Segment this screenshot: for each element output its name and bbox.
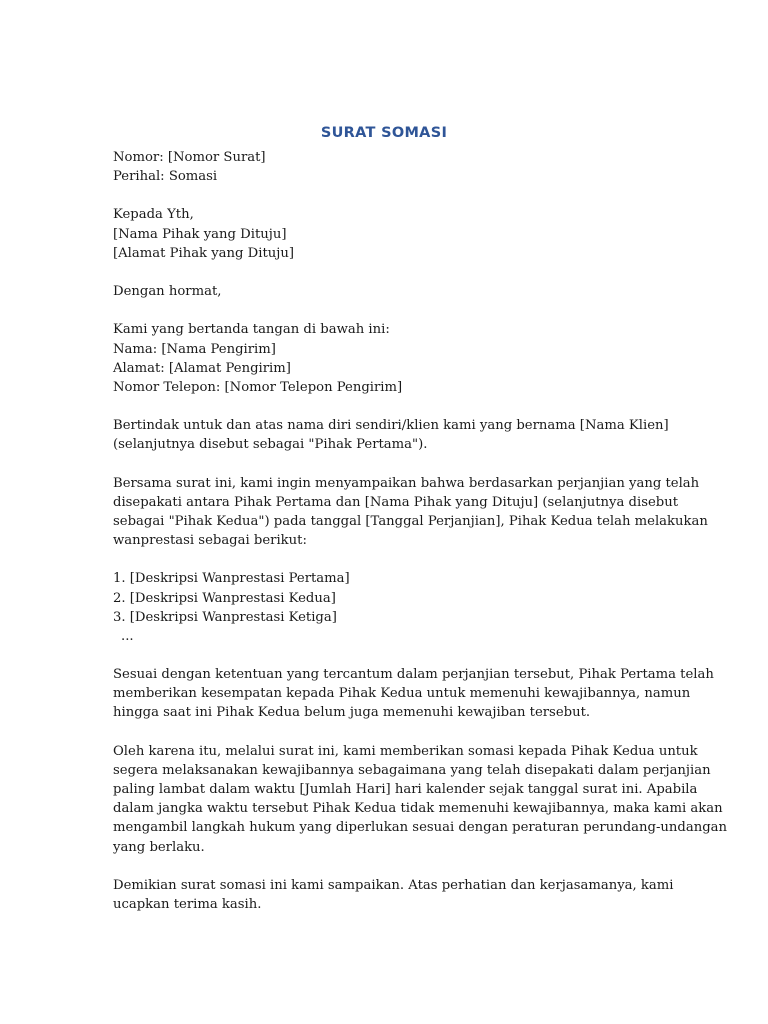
- list-item: 2. [Deskripsi Wanprestasi Kedua]: [113, 590, 336, 606]
- recipient-greeting: Kepada Yth,: [113, 207, 194, 223]
- paragraph-somasi: [113, 742, 728, 857]
- paragraph-representation: [113, 416, 669, 454]
- letter-title: SURAT SOMASI: [320, 125, 448, 141]
- paragraph-line: Bersama surat ini, kami ingin menyampaikan bahwa berdasarkan perjanjian yang telah: [113, 475, 700, 491]
- sender-address: Alamat: [Alamat Pengirim]: [113, 360, 291, 376]
- paragraph-line: Demikian surat somasi ini kami sampaikan. Atas perhatian dan kerjasamanya, kami: [113, 877, 674, 893]
- paragraph-line: (selanjutnya disebut sebagai "Pihak Pertama").: [113, 437, 428, 453]
- paragraph-line: Bertindak untuk dan atas nama diri sendiri/klien kami yang bernama [Nama Klien]: [113, 418, 669, 434]
- paragraph-line: segera melaksanakan kewajibannya sebagaimana yang telah disepakati dalam perjanjian: [113, 762, 711, 778]
- sender-intro: Kami yang bertanda tangan di bawah ini:: [113, 322, 390, 338]
- paragraph-line: hingga saat ini Pihak Kedua belum juga memenuhi kewajiban tersebut.: [113, 705, 591, 721]
- sender-phone: Nomor Telepon: [Nomor Telepon Pengirim]: [113, 379, 403, 395]
- breach-list: [113, 569, 658, 646]
- paragraph-line: disepakati antara Pihak Pertama dan [Nama Pihak yang Dituju] (selanjutnya disebut: [113, 494, 679, 510]
- paragraph-line: sebagai "Pihak Kedua") pada tanggal [Tanggal Perjanjian], Pihak Kedua telah melakukan: [113, 513, 708, 529]
- paragraph-opportunity: [113, 665, 714, 722]
- paragraph-line: mengambil langkah hukum yang diperlukan sesuai dengan peraturan perundang-undangan: [113, 820, 728, 836]
- paragraph-agreement: [113, 474, 708, 551]
- list-item: 3. [Deskripsi Wanprestasi Ketiga]: [113, 609, 337, 625]
- salutation: Dengan hormat,: [113, 284, 222, 300]
- paragraph-line: yang berlaku.: [113, 839, 205, 855]
- paragraph-line: wanprestasi sebagai berikut:: [113, 533, 307, 549]
- letter-subject: Perihal: Somasi: [113, 169, 218, 185]
- paragraph-line: memberikan kesempatan kepada Pihak Kedua untuk memenuhi kewajibannya, namun: [113, 686, 691, 702]
- sender-name: Nama: [Nama Pengirim]: [113, 341, 276, 357]
- paragraph-line: dalam jangka waktu tersebut Pihak Kedua tidak memenuhi kewajibannya, maka kami akan: [113, 801, 723, 817]
- paragraph-line: Oleh karena itu, melalui surat ini, kami memberikan somasi kepada Pihak Kedua untuk: [113, 743, 698, 759]
- recipient-address: [Alamat Pihak yang Dituju]: [113, 245, 294, 261]
- paragraph-closing: [113, 876, 674, 914]
- list-item: 1. [Deskripsi Wanprestasi Pertama]: [113, 571, 350, 587]
- paragraph-line: paling lambat dalam waktu [Jumlah Hari] hari kalender sejak tanggal surat ini. Apabila: [113, 782, 698, 798]
- paragraph-line: ucapkan terima kasih.: [113, 896, 262, 912]
- list-ellipsis: ...: [121, 628, 134, 644]
- paragraph-line: Sesuai dengan ketentuan yang tercantum dalam perjanjian tersebut, Pihak Pertama telah: [113, 667, 714, 683]
- letter-body: [113, 148, 728, 914]
- letter-number: Nomor: [Nomor Surat]: [113, 150, 266, 165]
- recipient-name: [Nama Pihak yang Dituju]: [113, 226, 287, 242]
